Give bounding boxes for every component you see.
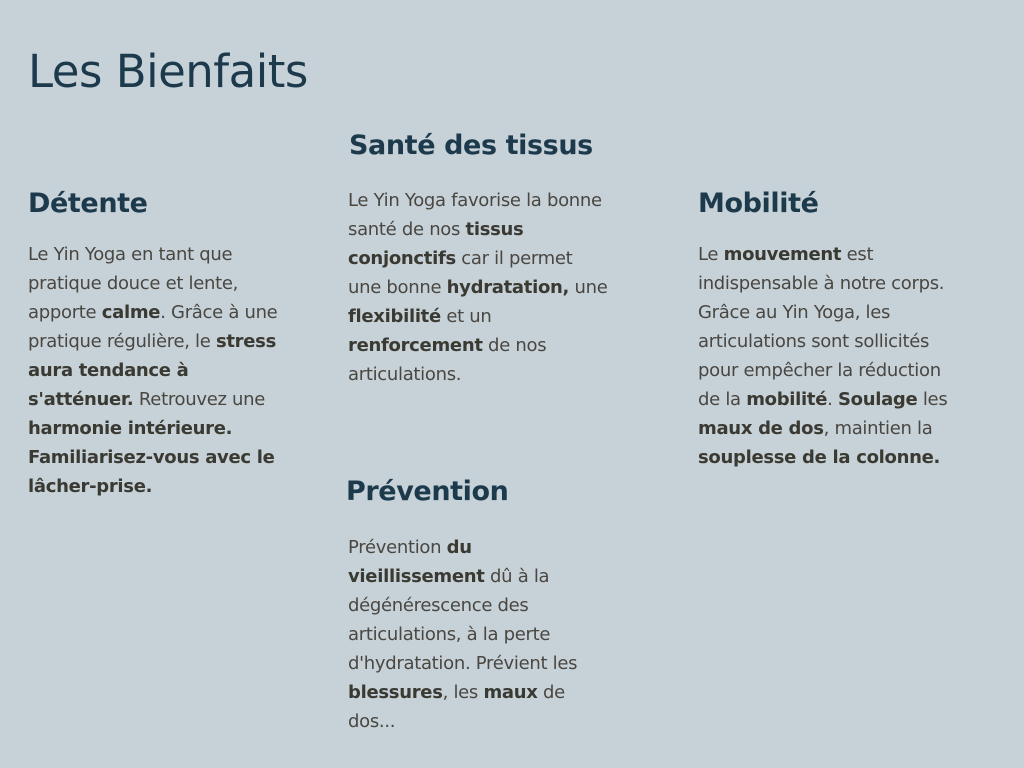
body-text: Le: [698, 244, 724, 265]
page-title: Les Bienfaits: [28, 45, 308, 98]
body-text: car il permet une bonne: [348, 248, 573, 298]
emphasis-text: renforcement: [348, 335, 483, 356]
body-text: Le Yin Yoga en tant que pratique douce et lente, apporte: [28, 244, 239, 323]
body-text: , les: [442, 682, 484, 703]
emphasis-text: harmonie intérieure. Familiarisez-vous avec le lâcher-prise.: [28, 418, 275, 497]
body-text: de dos...: [348, 682, 565, 732]
section-body-sante-des-tissus: [348, 186, 610, 389]
body-text: , maintien la: [823, 418, 933, 439]
body-text: .: [827, 389, 838, 410]
emphasis-text: souplesse de la colonne.: [698, 447, 941, 468]
section-detente: [28, 186, 290, 501]
emphasis-text: du vieillissement: [348, 537, 485, 587]
emphasis-text: mouvement: [723, 244, 842, 265]
section-heading-prevention: Prévention: [346, 476, 509, 507]
body-text: les: [917, 389, 948, 410]
section-sante-des-tissus: [348, 128, 610, 389]
body-text: dû à la dégénérescence des articulations, à la perte d'hydratation. Prévient les: [348, 566, 578, 674]
emphasis-text: blessures: [348, 682, 443, 703]
body-text: de nos articulations.: [348, 335, 547, 385]
emphasis-text: maux de dos: [698, 418, 824, 439]
emphasis-text: flexibilité: [348, 306, 441, 327]
section-heading-mobilite: Mobilité: [698, 188, 819, 219]
body-text: Retrouvez une: [133, 389, 266, 410]
emphasis-text: hydratation,: [446, 277, 570, 298]
emphasis-text: tissus conjonctifs: [348, 219, 524, 269]
section-body-detente: [28, 240, 290, 501]
body-text: Le Yin Yoga favorise la bonne santé de nos: [348, 190, 602, 240]
section-heading-sante-des-tissus: Santé des tissus: [349, 130, 593, 161]
section-body-prevention: [348, 533, 610, 736]
body-text: une: [569, 277, 608, 298]
body-text: et un: [440, 306, 492, 327]
emphasis-text: Soulage: [837, 389, 918, 410]
body-text: . Grâce à une pratique régulière, le: [28, 302, 278, 352]
emphasis-text: mobilité: [746, 389, 828, 410]
emphasis-text: stress aura tendance à s'atténuer.: [28, 331, 276, 410]
section-mobilite: [698, 186, 960, 472]
section-heading-detente: Détente: [28, 188, 148, 219]
emphasis-text: maux: [483, 682, 538, 703]
section-body-mobilite: [698, 240, 960, 472]
body-text: Prévention: [348, 537, 447, 558]
body-text: est indispensable à notre corps. Grâce au Yin Yoga, les articulations sont sollicités pour empêcher la réduction de la: [698, 244, 945, 410]
section-prevention: [346, 474, 610, 736]
emphasis-text: calme: [101, 302, 161, 323]
